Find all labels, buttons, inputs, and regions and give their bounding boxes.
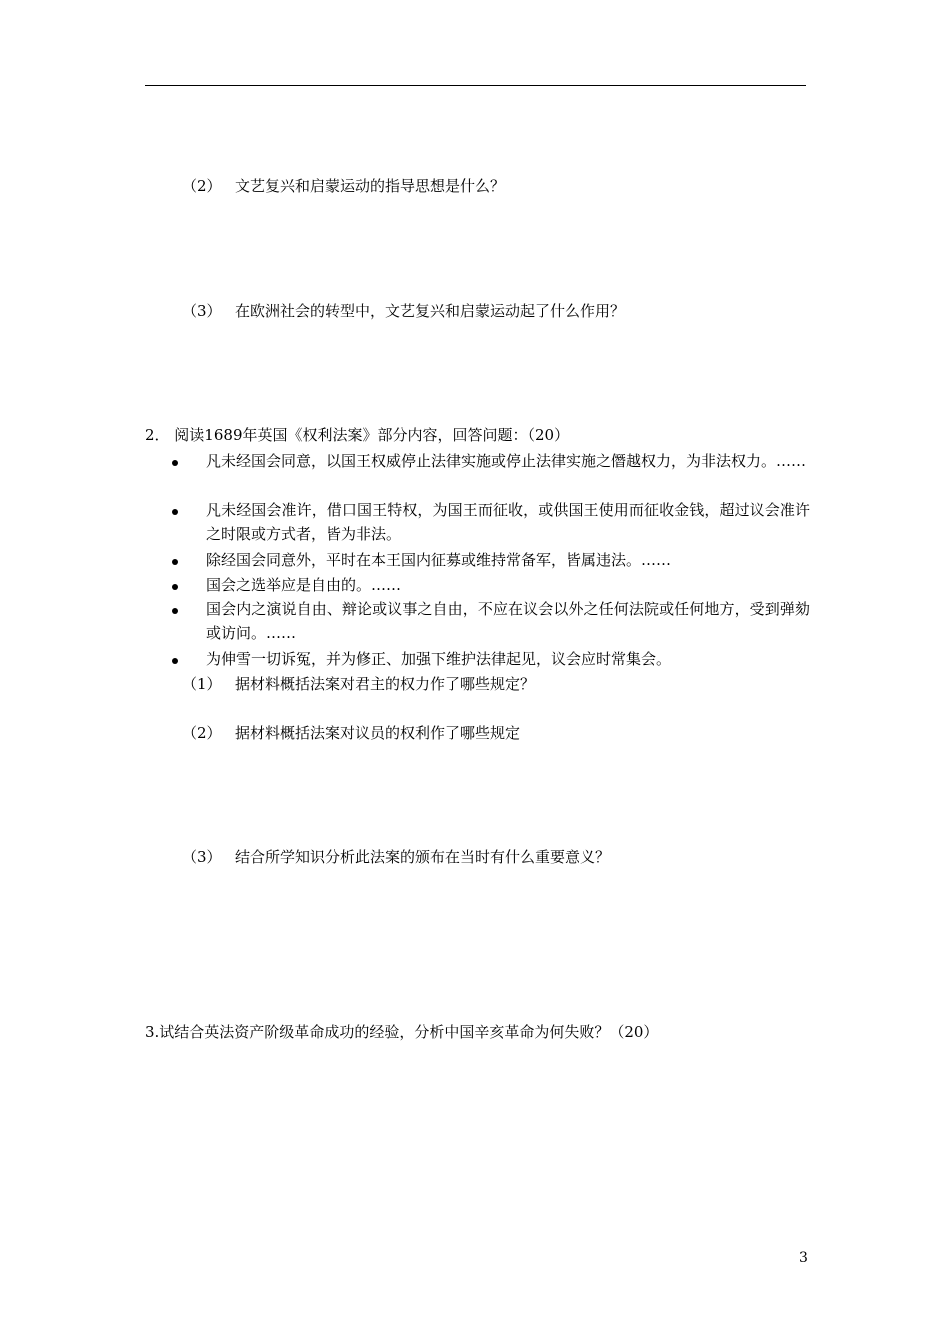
bullet-dot xyxy=(172,460,178,466)
page-number: 3 xyxy=(799,1250,808,1266)
q2-bullet-6: 为伸雪一切诉冤，并为修正、加强下维护法律起见，议会应时常集会。 xyxy=(206,650,672,668)
q2-header: 2． 阅读1689年英国《权利法案》部分内容，回答问题：（20） xyxy=(145,426,570,444)
bullet-dot xyxy=(172,584,178,590)
bullet-dot xyxy=(172,509,178,515)
header-rule xyxy=(145,85,806,86)
bullet-dot xyxy=(172,559,178,565)
bullet-dot xyxy=(172,608,178,614)
q1-part3-text: 在欧洲社会的转型中，文艺复兴和启蒙运动起了什么作用？ xyxy=(235,302,626,320)
bullet-dot xyxy=(172,658,178,664)
q2-part1-number: （1） xyxy=(182,675,222,693)
q2-part3-text: 结合所学知识分析此法案的颁布在当时有什么重要意义？ xyxy=(235,848,611,866)
q1-part2-number: （2） xyxy=(182,177,222,195)
q2-part2-text: 据材料概括法案对议员的权利作了哪些规定 xyxy=(235,724,521,742)
q2-bullet-3: 除经国会同意外，平时在本王国内征募或维持常备军，皆属违法。…… xyxy=(206,551,672,569)
q1-part3-number: （3） xyxy=(182,302,222,320)
q3-text: 3.试结合英法资产阶级革命成功的经验，分析中国辛亥革命为何失败？（20） xyxy=(145,1023,659,1041)
q2-part1-text: 据材料概括法案对君主的权力作了哪些规定？ xyxy=(235,675,536,693)
q1-part2-text: 文艺复兴和启蒙运动的指导思想是什么？ xyxy=(235,177,506,195)
q2-bullet-4: 国会之选举应是自由的。…… xyxy=(206,576,402,594)
q2-part2-number: （2） xyxy=(182,724,222,742)
q2-bullet-5: 国会内之演说自由、辩论或议事之自由，不应在议会以外之任何法院或任何地方，受到弹劾或访问。…… xyxy=(206,600,810,642)
q2-bullet-2: 凡未经国会准许，借口国王特权，为国王而征收，或供国王使用而征收金钱，超过议会准许之时限或方式者，皆为非法。 xyxy=(206,501,810,543)
q2-part3-number: （3） xyxy=(182,848,222,866)
q2-bullet-1: 凡未经国会同意，以国王权威停止法律实施或停止法律实施之僭越权力，为非法权力。…… xyxy=(206,452,807,470)
